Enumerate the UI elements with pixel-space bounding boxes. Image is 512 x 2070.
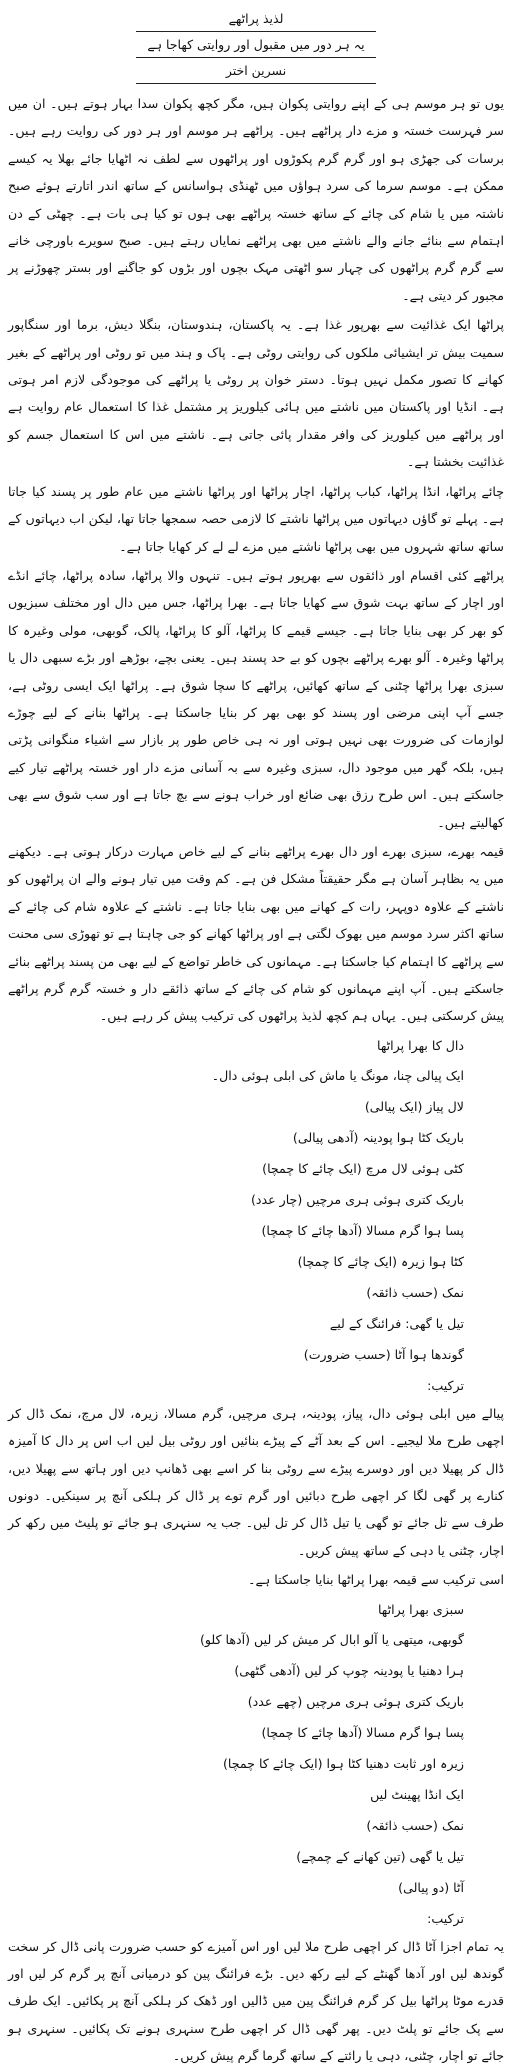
- recipe2-title: سبزی بھرا پراٹھا: [377, 1601, 464, 1617]
- ingredient-item: کٹی ہوئی لال مرچ (ایک چائے کا چمچا): [262, 1160, 464, 1176]
- ingredient-item: تیل یا گھی: فرائنگ کے لیے: [329, 1315, 464, 1331]
- recipe2-method-label: ترکیب:: [427, 1910, 464, 1926]
- article-subtitle: یہ ہر دور میں مقبول اور روایتی کھاجا ہے: [136, 32, 376, 58]
- recipe2-method: یہ تمام اجزا آٹا ڈال کر اچھی طرح ملا لیں اور اس آمیزے کو حسب ضرورت پانی ڈال کر سخت گوندھ لیں اور آدھا گھنٹے کے لیے رکھ دیں۔ بڑے فرائنگ پین کو درمیانی آنچ پر گرم کر لیں اور قدرے موٹا پراٹھا بیل کر گرم فرائنگ پین میں ڈالیں اور ڈھک کر ہلکی آنچ پر پکائیں۔ ایک طرف سے پک جائے تو پلٹ دیں۔ پھر گھی ڈال کر اچھی طرح سنہری ہونے تک پکائیں۔ سنہری ہو جائے تو اچار، چٹنی، دہی یا رائتے کے ساتھ گرما گرم پیش کریں۔: [8, 1938, 504, 2064]
- recipe1-title: دال کا بھرا پراٹھا: [377, 1037, 464, 1053]
- recipe1-method-label: ترکیب:: [427, 1377, 464, 1393]
- ingredient-item: کٹا ہوا زیرہ (ایک چائے کا چمچا): [297, 1253, 464, 1269]
- ingredient-item: ہرا دھنیا یا پودینہ چوپ کر لیں (آدھی گٹھی): [234, 1662, 464, 1678]
- ingredient-item: لال پیاز (ایک پیالی): [364, 1098, 464, 1114]
- ingredient-item: گوبھی، میتھی یا آلو ابال کر میش کر لیں (آدھا کلو): [199, 1631, 464, 1647]
- ingredient-item: گوندھا ہوا آٹا (حسب ضرورت): [303, 1346, 464, 1362]
- ingredient-item: آٹا (دو پیالی): [398, 1879, 464, 1895]
- recipe2-ingredients: [8, 1624, 464, 1903]
- ingredient-item: باریک کتری ہوئی ہری مرچیں (چار عدد): [250, 1191, 464, 1207]
- article-author: نسرین اختر: [225, 63, 287, 78]
- ingredient-item: ایک پیالی چنا، مونگ یا ماش کی ابلی ہوئی دال۔: [211, 1067, 464, 1083]
- ingredient-item: ایک انڈا پھینٹ لیں: [370, 1786, 464, 1802]
- ingredient-item: پسا ہوا گرم مسالا (آدھا چائے کا چمچا): [261, 1222, 464, 1238]
- article-header: [136, 6, 376, 84]
- recipe1-method: پیالے میں ابلی ہوئی دال، پیاز، پودینہ، ہری مرچیں، گرم مسالا، زیرہ، لال مرچ، نمک ڈال کر اچھی طرح ملا لیجیے۔ اس کے بعد آٹے کے پیڑے بنائیں اور روٹی بیل لیں اب اس پر دال کا آمیزہ ڈال کر پھیلا دیں اور دوسرے پیڑے سے روٹی بنا کر اسے بھی ڈھانپ دیں اور ہاتھ سے پھیلا دیں، کنارے پر گھی لگا کر اچھی طرح دبائیں اور گرم توے پر ڈال کر ہلکی آنچ پر سینکیں۔ دونوں طرف سے تل جائے تو گھی یا تیل ڈال کر تل لیں۔ جب یہ سنہری ہو جائے تو پلیٹ میں رکھ کر اچار، چٹنی یا دہی کے ساتھ پیش کریں۔: [8, 1405, 504, 1558]
- ingredient-item: نمک (حسب ذائقہ): [366, 1817, 464, 1833]
- intro-paragraph: قیمہ بھرے، سبزی بھرے اور دال بھرے پراٹھے بنانے کے لیے خاص مہارت درکار ہوتی ہے۔ دیکھنے میں یہ بظاہر آسان ہے مگر حقیقتاً مشکل فن ہے۔ کم وقت میں تیار ہونے والے ان پراٹھوں کو ناشتے کے علاوہ دوپہر، رات کے کھانے میں بھی بنایا جاتا ہے۔ ناشتے کے علاوہ شام کی چائے کے ساتھ اکثر سرد موسم میں بھوک لگتی ہے اور پراٹھا کھانے کو جی چاہتا ہے تو تھوڑی سی محنت سے پراٹھے کا اہتمام کیا جاسکتا ہے۔ مہمانوں کی خاطر تواضع کے لیے بھی من پسند پراٹھے بنائے جاسکتے ہیں۔ آپ اپنے مہمانوں کو شام کی چائے کے ساتھ ذائقے دار و خستہ گرم گرم پراٹھے پیش کرسکتی ہیں۔ یہاں ہم کچھ لذیذ پراٹھوں کی ترکیب پیش کر رہے ہیں۔: [8, 843, 504, 1024]
- ingredient-item: نمک (حسب ذائقہ): [366, 1284, 464, 1300]
- article-title: لذیذ پراٹھے: [136, 6, 376, 32]
- ingredient-item: تیل یا گھی (تین کھانے کے چمچے): [296, 1848, 464, 1864]
- intro-paragraph: یوں تو ہر موسم ہی کے اپنے روایتی پکوان ہیں، مگر کچھ پکوان سدا بہار ہوتے ہیں۔ ان میں سر فہرست خستہ و مزے دار پراٹھے ہیں۔ پراٹھے ہر موسم اور ہر دور کی روایت رہے ہیں۔ برسات کی جھڑی ہو اور گرم گرم پکوڑوں اور پراٹھوں سے لطف نہ اٹھایا جائے بھلا یہ کیسے ممکن ہے۔ موسم سرما کی سرد ہواؤں میں ٹھنڈی ہواسانس کے ساتھ اندر اتارتے ہوئے صبح ناشتہ میں یا شام کی چائے کے ساتھ خستہ پراٹھے بھی ہوں تو کیا ہی بات ہے۔ چھٹی کے دن اہتمام سے بنائے جانے والے ناشتے میں بھی پراٹھے نمایاں رہتے ہیں۔ صبح سویرے باورچی خانے سے گرم گرم پراٹھوں کی چہار سو اٹھتی مہک بچوں اور بڑوں کو جاگنے اور بستر چھوڑنے پر مجبور کر دیتی ہے۔: [8, 96, 504, 303]
- ingredient-item: پسا ہوا گرم مسالا (آدھا چائے کا چمچا): [261, 1724, 464, 1740]
- recipe1-method-note: اسی ترکیب سے قیمہ بھرا پراٹھا بنایا جاسکتا ہے۔: [248, 1572, 504, 1588]
- intro-paragraph: پراٹھا ایک غذائیت سے بھرپور غذا ہے۔ یہ پاکستان، ہندوستان، بنگلا دیش، برما اور سنگاپور سمیت بیش تر ایشیائی ملکوں کی روایتی روٹی ہے۔ پاک و ہند میں تو روٹی اور پراٹھے کے بغیر کھانے کا تصور مکمل نہیں ہوتا۔ دستر خوان پر روٹی یا پراٹھے کی موجودگی لازم امر ہوتی ہے۔ انڈیا اور پاکستان میں ناشتے میں ہائی کیلوریز پر مشتمل غذا کا استعمال عام روایت ہے اور پراٹھے میں کیلوریز کی وافر مقدار پائی جاتی ہے۔ ناشتے میں اس کا استعمال جسم کو غذائیت بخشتا ہے۔: [8, 317, 504, 470]
- intro-paragraph: چائے پراٹھا، انڈا پراٹھا، کباب پراٹھا، اچار پراٹھا اور پراٹھا ناشتے میں عام طور پر پسند کیا جاتا ہے۔ پہلے تو گاؤں دیہاتوں میں پراٹھا ناشتے کا لازمی حصہ سمجھا جاتا تھا، لیکن اب دیہاتوں کے ساتھ ساتھ شہروں میں بھی پراٹھا ناشتے میں مزے لے لے کر کھایا جاتا ہے۔: [8, 483, 504, 554]
- ingredient-item: زیرہ اور ثابت دھنیا کٹا ہوا (ایک چائے کا چمچا): [223, 1755, 464, 1771]
- ingredient-item: باریک کتری ہوئی ہری مرچیں (چھے عدد): [247, 1693, 464, 1709]
- intro-paragraph: پراٹھے کئی اقسام اور ذائقوں سے بھرپور ہوتے ہیں۔ تنہوں والا پراٹھا، سادہ پراٹھا، چائے انڈے اور اچار کے ساتھ بہت شوق سے کھایا جاتا ہے۔ بھرا پراٹھا، جس میں دال اور مختلف سبزیوں کو بھر کر بھی بنایا جاتا ہے۔ جیسے قیمے کا پراٹھا، آلو کا پراٹھا، پالک، گوبھی، مولی وغیرہ کا پراٹھا وغیرہ۔ آلو بھرے پراٹھے بچوں کو بے حد پسند ہیں۔ یعنی بچے، بوڑھے اور بڑے سبھی دال یا سبزی بھرا پراٹھا چٹنی کے ساتھ کھائیں، پراٹھے کا سچا شوق ہے۔ پراٹھا ایک ایسی روٹی ہے، جسے آپ اپنی مرضی اور پسند کو بھی بھر کر بنایا جاسکتا ہے۔ پراٹھا بنانے کے لیے چوڑے لوازمات کی ضرورت بھی نہیں ہوتی اور نہ ہی خاص طور پر بازار سے اشیاء منگوانی پڑتی ہیں، بلکہ گھر میں موجود دال، سبزی وغیرہ سے بہ آسانی مزے دار اور خستہ پراٹھے تیار کیے جاسکتے ہیں۔ اس طرح رزق بھی ضائع اور خراب ہونے سے بچ جاتا ہے اور سب شوق سے بھی کھالیتے ہیں۔: [8, 567, 504, 830]
- ingredient-item: باریک کٹا ہوا پودینہ (آدھی پیالی): [292, 1129, 464, 1145]
- recipe1-ingredients: [8, 1060, 464, 1370]
